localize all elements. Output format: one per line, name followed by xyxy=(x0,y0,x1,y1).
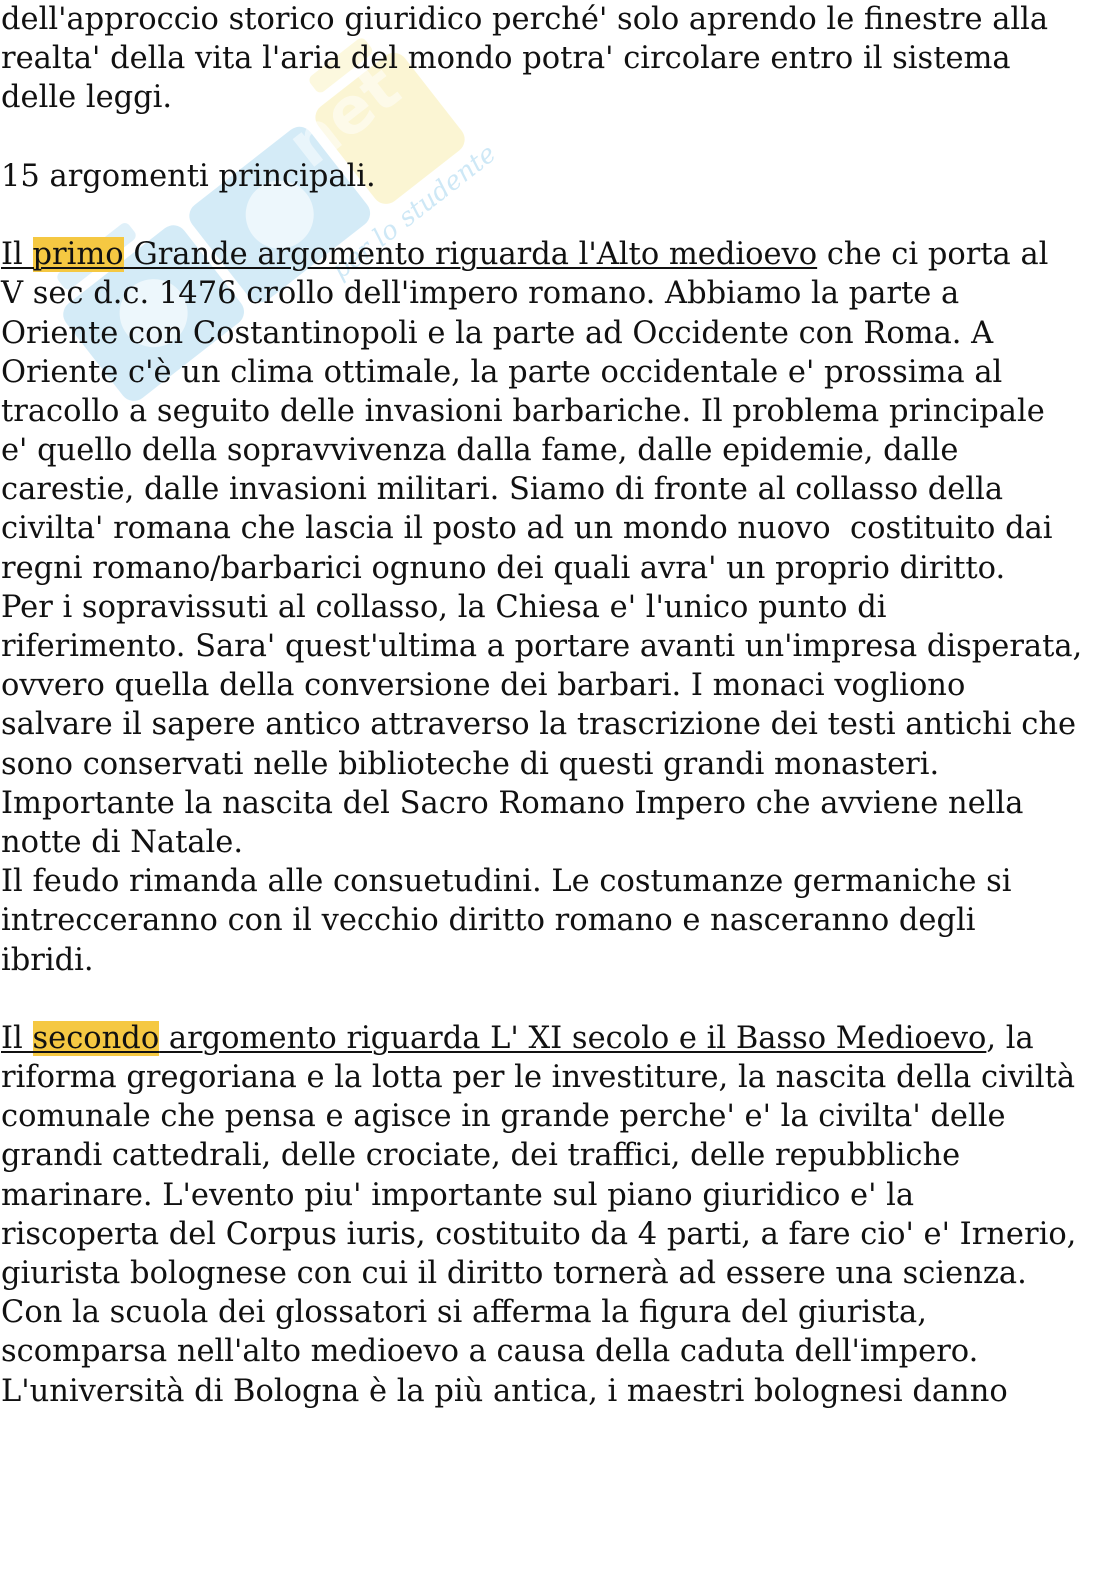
text-line: Oriente c'è un clima ottimale, la parte occidentale e' prossima al xyxy=(1,354,1003,390)
text-line: regni romano/barbarici ognuno dei quali avra' un proprio diritto. xyxy=(1,550,1006,586)
text-line: ibridi. xyxy=(1,942,94,978)
text-line: sono conservati nelle biblioteche di questi grandi monasteri. xyxy=(1,746,940,782)
blank-line xyxy=(1,196,1115,235)
svg-text:per lo studente: per lo studente xyxy=(325,138,502,286)
blank-line xyxy=(1,980,1115,1019)
text-line: Importante la nascita del Sacro Romano Impero che avviene nella xyxy=(1,785,1024,821)
underlined-text: Il primo Grande argomento riguarda l'Alto medioevo xyxy=(1,237,818,273)
text-line: V sec d.c. 1476 crollo dell'impero romano. Abbiamo la parte a xyxy=(1,276,960,312)
text-line: tracollo a seguito delle invasioni barbariche. Il problema principale xyxy=(1,393,1045,429)
text-line: carestie, dalle invasioni militari. Siamo di fronte al collasso della xyxy=(1,472,1004,508)
highlighted-word: primo xyxy=(32,237,124,273)
underlined-text: Il secondo argomento riguarda L' XI secolo e il Basso Medioevo xyxy=(1,1020,987,1056)
svg-text:net: net xyxy=(274,50,415,183)
text-line: Per i sopravissuti al collasso, la Chiesa e' l'unico punto di xyxy=(1,589,887,625)
text-line: L'università di Bologna è la più antica, i maestri bolognesi danno xyxy=(1,1373,1008,1409)
document-body xyxy=(1,0,1115,1411)
highlighted-word: secondo xyxy=(32,1020,160,1056)
text-line: Con la scuola dei glossatori si afferma la figura del giurista, xyxy=(1,1295,927,1331)
text-line: marinare. L'evento piu' importante sul piano giuridico e' la xyxy=(1,1177,915,1213)
heading-line-second-topic: Il secondo argomento riguarda L' XI secolo e il Basso Medioevo, la xyxy=(1,1020,1034,1056)
text-line: comunale che pensa e agisce in grande perche' e' la civilta' delle xyxy=(1,1099,1006,1135)
text-line: delle leggi. xyxy=(1,80,173,116)
text-line: notte di Natale. xyxy=(1,824,244,860)
text-line: 15 argomenti principali. xyxy=(1,158,376,194)
text-line: ovvero quella della conversione dei barbari. I monaci vogliono xyxy=(1,668,966,704)
text-line: civilta' romana che lascia il posto ad un mondo nuovo costituito dai xyxy=(1,511,1053,547)
heading-line-first-topic: Il primo Grande argomento riguarda l'Alto medioevo che ci porta al xyxy=(1,237,1049,273)
text-line: realta' della vita l'aria del mondo potra' circolare entro il sistema xyxy=(1,41,1011,77)
text-line: Il feudo rimanda alle consuetudini. Le costumanze germaniche si xyxy=(1,864,1012,900)
text-line: dell'approccio storico giuridico perché' solo aprendo le finestre alla xyxy=(1,2,1049,37)
text-line: intrecceranno con il vecchio diritto romano e nasceranno degli xyxy=(1,903,976,939)
text-line: grandi cattedrali, delle crociate, dei traffici, delle repubbliche xyxy=(1,1138,961,1174)
text-line: giurista bolognese con cui il diritto tornerà ad essere una scienza. xyxy=(1,1256,1027,1291)
text-line: Oriente con Costantinopoli e la parte ad Occidente con Roma. A xyxy=(1,315,994,351)
text-line: riscoperta del Corpus iuris, costituito da 4 parti, a fare cio' e' Irnerio, xyxy=(1,1216,1077,1252)
text-line: riferimento. Sara' quest'ultima a portare avanti un'impresa disperata, xyxy=(1,629,1083,664)
text-line: riforma gregoriana e la lotta per le investiture, la nascita della civiltà xyxy=(1,1060,1076,1096)
text-line: e' quello della sopravvivenza dalla fame, dalle epidemie, dalle xyxy=(1,433,959,469)
blank-line xyxy=(1,118,1115,157)
text-line: salvare il sapere antico attraverso la trascrizione dei testi antichi che xyxy=(1,707,1077,743)
text-line: scomparsa nell'alto medioevo a causa della caduta dell'impero. xyxy=(1,1334,979,1370)
